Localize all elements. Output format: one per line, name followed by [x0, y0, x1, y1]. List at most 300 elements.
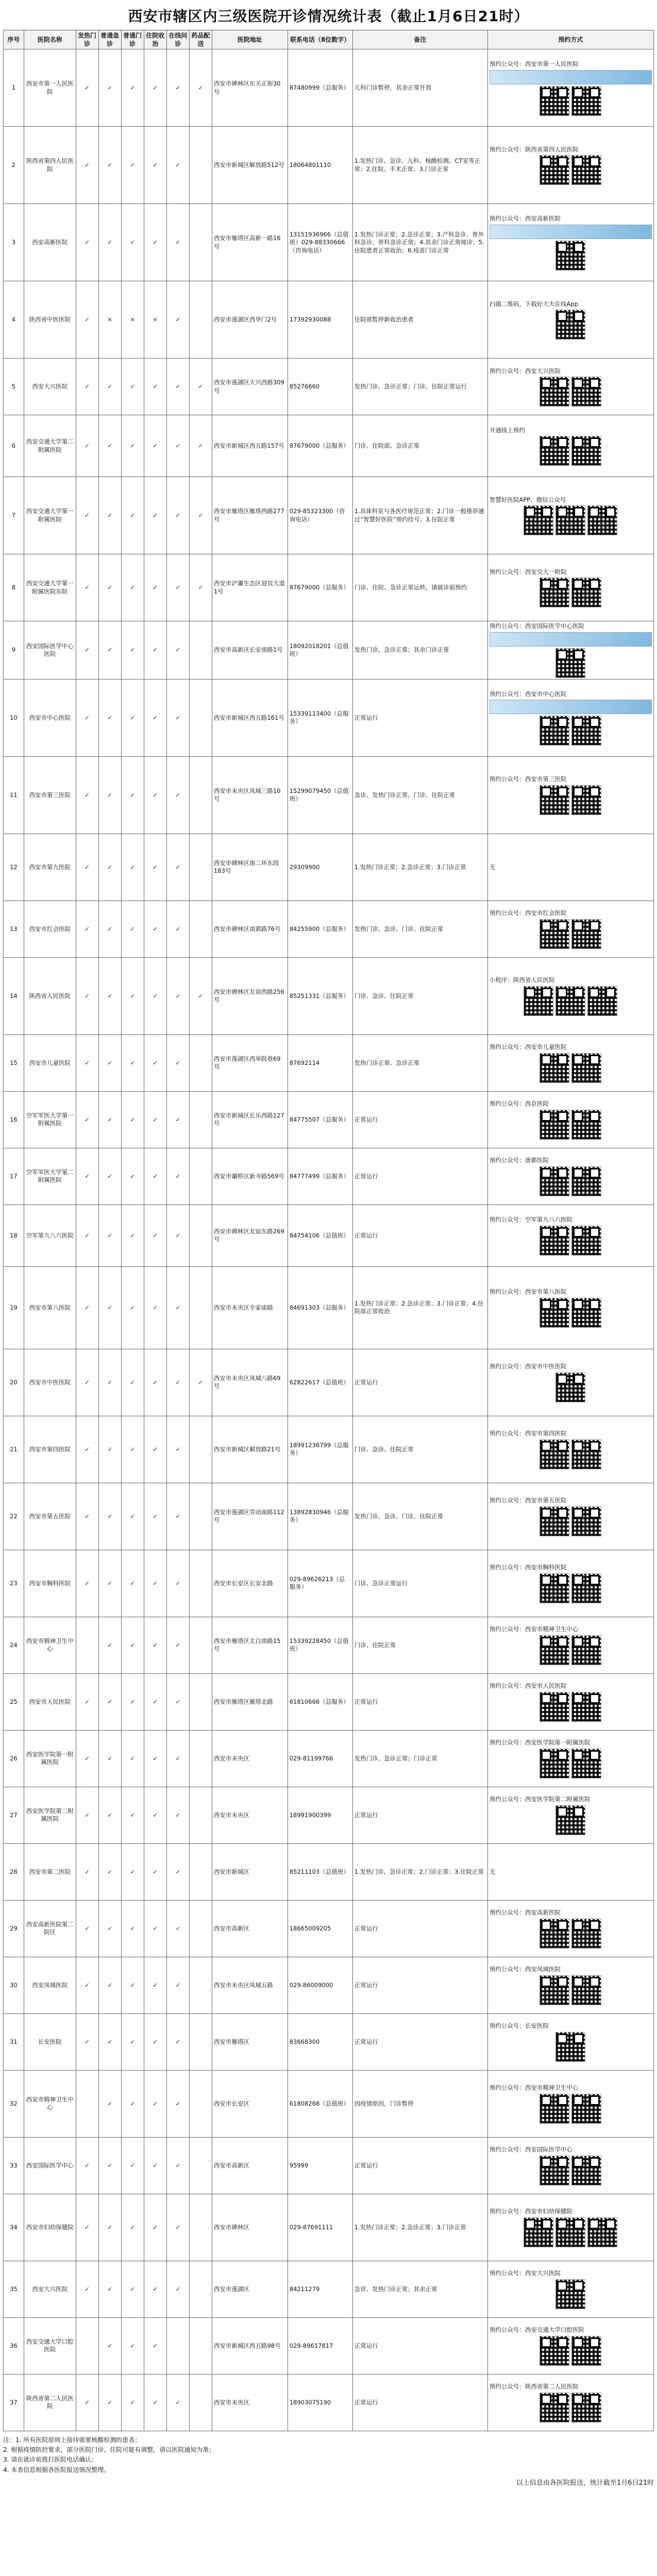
column-header: 在线问诊 [166, 30, 189, 49]
contact-phone: 18092018201（总值班） [288, 621, 352, 680]
status-mark: ✓ [144, 2013, 166, 2070]
qr-code-icon[interactable] [540, 716, 569, 745]
qr-code-icon[interactable] [555, 241, 585, 270]
contact-phone: 85211103（总值班） [288, 1843, 352, 1900]
remarks: 儿科门诊暂停，其余正常开放 [352, 49, 487, 127]
hospital-name: 西安凤城医院 [24, 1957, 76, 2013]
status-mark: ✓ [98, 359, 121, 415]
qr-code-icon[interactable] [571, 1573, 601, 1603]
qr-code-icon[interactable] [571, 716, 601, 745]
qr-code-icon[interactable] [540, 785, 569, 815]
status-mark: ✓ [144, 49, 166, 127]
hospital-address: 西安市雁塔区高新一路16号 [212, 204, 288, 281]
status-mark: ✓ [76, 957, 98, 1035]
status-mark: ✓ [76, 49, 98, 127]
hospital-name: 西安市妇幼保健院 [24, 2194, 76, 2261]
qr-code-icon[interactable] [571, 1635, 601, 1665]
qr-code-icon[interactable] [587, 986, 617, 1016]
promo-banner-image [490, 632, 652, 647]
hospital-name: 西安高新医院 [24, 204, 76, 281]
status-mark: ✓ [166, 1266, 189, 1349]
qr-code-group [490, 919, 652, 949]
qr-code-icon[interactable] [571, 578, 601, 607]
hospital-name: 陕西省人民医院 [24, 957, 76, 1035]
booking-text: 预约公众号：西安市红会医院 [489, 909, 567, 917]
column-header: 住院收治 [144, 30, 166, 49]
qr-code-icon[interactable] [540, 1053, 569, 1083]
status-mark: ✓ [76, 2261, 98, 2317]
qr-code-icon[interactable] [540, 2336, 569, 2366]
row-number: 6 [4, 415, 24, 477]
bottom-note: 以上信息由各医院报送，统计截至1月6日21时 [516, 2479, 654, 2487]
status-mark: ✓ [121, 1730, 144, 1787]
status-mark: ✓ [166, 1349, 189, 1416]
qr-code-icon[interactable] [540, 1749, 569, 1778]
hospital-address: 西安市碑林区东关正街30号 [212, 49, 288, 127]
qr-code-icon[interactable] [571, 1506, 601, 1536]
booking-method [487, 1483, 653, 1550]
hospital-name: 西安交通大学口腔医院 [24, 2317, 76, 2374]
booking-method [487, 127, 653, 204]
status-mark: ✓ [76, 679, 98, 756]
status-mark: ✓ [166, 1900, 189, 1957]
booking-text: 开通线上预约 [489, 426, 525, 434]
remarks: 发热门诊、急诊正常；门诊、住院正常运行 [352, 359, 487, 415]
qr-code-icon[interactable] [540, 86, 569, 116]
hospital-address: 西安市雁塔区太白南路15号 [212, 1617, 288, 1673]
status-mark: ✓ [166, 1843, 189, 1900]
row-number: 25 [4, 1673, 24, 1730]
qr-code-group [490, 2217, 652, 2247]
qr-code-icon[interactable] [555, 2032, 585, 2062]
contact-phone: 15339228450（总值班） [288, 1617, 352, 1673]
booking-method [487, 1035, 653, 1091]
hospital-address: 西安市灞桥区新寺路569号 [212, 1148, 288, 1205]
status-mark: ✓ [98, 204, 121, 281]
status-mark: ✓ [144, 2374, 166, 2431]
qr-code-icon[interactable] [571, 155, 601, 185]
contact-phone: 62822617（总值班） [288, 1349, 352, 1416]
status-mark: ✓ [98, 2374, 121, 2431]
status-mark: ✓ [189, 359, 212, 415]
hospital-address: 西安市新城区西五路161号 [212, 679, 288, 756]
status-mark: ✓ [76, 1673, 98, 1730]
status-mark [76, 2317, 98, 2374]
status-mark: ✓ [166, 2261, 189, 2317]
contact-phone: 84691303（总服务） [288, 1266, 352, 1349]
qr-code-group [490, 1053, 652, 1083]
qr-code-group [490, 2156, 652, 2185]
status-mark: ✓ [121, 415, 144, 477]
qr-code-icon[interactable] [571, 2156, 601, 2185]
qr-code-icon[interactable] [571, 2393, 601, 2422]
hospital-address: 西安市高新区 [212, 1900, 288, 1957]
remarks: 1.发热门诊、急诊正常；2.门诊正常；3.住院正常 [352, 1843, 487, 1900]
qr-code-icon[interactable] [540, 1166, 569, 1196]
status-mark [76, 1617, 98, 1673]
status-mark [189, 2261, 212, 2317]
qr-code-icon[interactable] [555, 1372, 585, 1402]
row-number: 15 [4, 1035, 24, 1091]
qr-code-icon[interactable] [524, 2217, 553, 2247]
contact-phone: 84775507（总服务） [288, 1091, 352, 1148]
booking-text: 预约公众号：西安凤城医院 [489, 1965, 561, 1973]
booking-method [487, 1205, 653, 1266]
status-mark: ✓ [98, 127, 121, 204]
contact-phone: 87692114 [288, 1035, 352, 1091]
row-number: 26 [4, 1730, 24, 1787]
table-row [4, 49, 654, 127]
row-number: 37 [4, 2374, 24, 2431]
status-mark: ✓ [166, 1673, 189, 1730]
contact-phone: 84255900（总服务） [288, 901, 352, 957]
booking-method [487, 2194, 653, 2261]
status-mark: ✓ [144, 359, 166, 415]
status-mark: ✓ [76, 1205, 98, 1266]
status-mark: ✓ [121, 1900, 144, 1957]
status-mark: ✓ [121, 554, 144, 621]
status-mark [189, 2137, 212, 2194]
qr-code-group [490, 505, 652, 535]
qr-code-icon[interactable] [571, 86, 601, 116]
status-mark [189, 1091, 212, 1148]
qr-code-icon[interactable] [540, 1298, 569, 1328]
qr-code-group [490, 2094, 652, 2124]
status-mark: ✓ [121, 2317, 144, 2374]
remarks: 发热门诊、急诊正常；其余门诊正常 [352, 621, 487, 680]
qr-code-icon[interactable] [555, 648, 585, 678]
booking-text: 预约公众号：西安市中心医院 [489, 690, 567, 698]
contact-phone: 29309900 [288, 834, 352, 901]
qr-code-group [490, 1166, 652, 1196]
hospital-address: 西安市莲湖区西举院巷69号 [212, 1035, 288, 1091]
qr-code-group [490, 2032, 652, 2062]
qr-code-icon[interactable] [571, 1975, 601, 2005]
qr-code-group [490, 1573, 652, 1603]
qr-code-group [490, 1439, 652, 1469]
table-row [4, 1843, 654, 1900]
page-title: 西安市辖区内三级医院开诊情况统计表（截止1月6日21时） [128, 8, 529, 25]
qr-code-icon[interactable] [587, 505, 617, 535]
row-number: 27 [4, 1787, 24, 1843]
booking-method [487, 2137, 653, 2194]
table-row [4, 621, 654, 680]
status-mark: ✓ [76, 1550, 98, 1617]
status-mark: ✓ [76, 1843, 98, 1900]
hospital-table [3, 30, 654, 2431]
booking-text: 预约公众号：西安市精神卫生中心 [489, 2084, 579, 2092]
table-row [4, 359, 654, 415]
status-mark: ✓ [98, 2070, 121, 2137]
hospital-name: 西安市人民医院 [24, 1673, 76, 1730]
qr-code-icon[interactable] [540, 1975, 569, 2005]
status-mark: ✓ [76, 834, 98, 901]
status-mark [189, 679, 212, 756]
qr-code-group [490, 1919, 652, 1948]
hospital-address: 西安市莲湖区劳动南路112号 [212, 1483, 288, 1550]
status-mark: ✓ [98, 1035, 121, 1091]
remarks: 发热门诊、急诊、门诊、住院正常 [352, 1483, 487, 1550]
status-mark: ✓ [76, 1787, 98, 1843]
status-mark: ✓ [189, 477, 212, 554]
status-mark: ✓ [144, 1035, 166, 1091]
qr-code-icon[interactable] [540, 1506, 569, 1536]
qr-code-icon[interactable] [571, 1166, 601, 1196]
column-header: 预约方式 [487, 30, 653, 49]
qr-code-icon[interactable] [571, 1053, 601, 1083]
status-mark: ✓ [166, 1957, 189, 2013]
status-mark: ✓ [98, 2317, 121, 2374]
row-number: 1 [4, 49, 24, 127]
hospital-address: 西安市碑林区友谊东路269号 [212, 1205, 288, 1266]
status-mark: ✓ [76, 204, 98, 281]
status-mark: ✓ [121, 2070, 144, 2137]
status-mark: ✓ [76, 359, 98, 415]
table-row [4, 554, 654, 621]
qr-code-icon[interactable] [540, 1692, 569, 1722]
remarks: 门诊、急诊正常运行 [352, 1550, 487, 1617]
qr-code-icon[interactable] [571, 919, 601, 949]
column-header: 药品配送 [189, 30, 212, 49]
status-mark: ✓ [189, 415, 212, 477]
status-mark: ✓ [144, 1673, 166, 1730]
status-mark: ✓ [76, 2013, 98, 2070]
hospital-address: 西安市未央区凤城八路69号 [212, 1349, 288, 1416]
booking-text: 预约公众号：西安市第四医院 [489, 1430, 567, 1437]
row-number: 22 [4, 1483, 24, 1550]
contact-phone: 85276660 [288, 359, 352, 415]
qr-code-icon[interactable] [571, 2336, 601, 2366]
qr-code-icon[interactable] [540, 1439, 569, 1469]
status-mark: ✓ [121, 1843, 144, 1900]
status-mark: ✓ [121, 2194, 144, 2261]
qr-code-icon[interactable] [571, 1110, 601, 1140]
status-mark: ✓ [121, 1091, 144, 1148]
booking-text: 预约公众号：西安医学院第二附属医院 [489, 1795, 591, 1803]
qr-code-icon[interactable] [571, 377, 601, 406]
qr-code-icon[interactable] [540, 377, 569, 406]
status-mark: ✓ [98, 554, 121, 621]
status-mark [189, 1900, 212, 1957]
status-mark: ✓ [76, 1148, 98, 1205]
table-row [4, 204, 654, 281]
contact-phone: 18991900399 [288, 1787, 352, 1843]
booking-method [487, 901, 653, 957]
remarks: 正常运行 [352, 2317, 487, 2374]
booking-text: 预约公众号：西安交大一附院 [489, 568, 567, 575]
status-mark: ✓ [121, 204, 144, 281]
remarks: 正常运行 [352, 2374, 487, 2431]
status-mark: ✓ [76, 1349, 98, 1416]
booking-text: 预约公众号：陕西省第二人民医院 [489, 2383, 579, 2391]
row-number: 34 [4, 2194, 24, 2261]
qr-code-icon[interactable] [571, 785, 601, 815]
remarks: 1.发热门诊正常；2.急诊正常；3.门诊正常 [352, 834, 487, 901]
promo-banner-image [490, 70, 652, 84]
qr-code-icon[interactable] [571, 1226, 601, 1256]
status-mark: ✓ [166, 1035, 189, 1091]
hospital-address: 西安市新城区西五路98号 [212, 2317, 288, 2374]
hospital-name: 西安国际医学中心医院 [24, 621, 76, 680]
hospital-name: 西安市第五医院 [24, 1483, 76, 1550]
status-mark [189, 834, 212, 901]
contact-phone: 87679000（总服务） [288, 554, 352, 621]
status-mark: ✓ [76, 756, 98, 834]
status-mark: ✓ [144, 1148, 166, 1205]
booking-method [487, 756, 653, 834]
status-mark: ✓ [98, 1148, 121, 1205]
qr-code-icon[interactable] [571, 2094, 601, 2124]
status-mark [189, 2374, 212, 2431]
row-number: 9 [4, 621, 24, 680]
row-number: 12 [4, 834, 24, 901]
row-number: 17 [4, 1148, 24, 1205]
status-mark: ✓ [166, 2013, 189, 2070]
row-number: 5 [4, 359, 24, 415]
status-mark [189, 1617, 212, 1673]
hospital-address: 西安市未央区辛家庙路 [212, 1266, 288, 1349]
qr-code-icon[interactable] [571, 1749, 601, 1778]
status-mark: ✓ [144, 834, 166, 901]
qr-code-icon[interactable] [524, 986, 553, 1016]
table-row [4, 415, 654, 477]
status-mark: ✓ [98, 49, 121, 127]
hospital-name: 西安交通大学第一附属医院东院 [24, 554, 76, 621]
qr-code-group [490, 310, 652, 340]
table-row [4, 281, 654, 359]
status-mark: ✓ [76, 127, 98, 204]
table-row [4, 1349, 654, 1416]
contact-phone: 15339113400（总服务） [288, 679, 352, 756]
contact-phone: 029-86009000 [288, 1957, 352, 2013]
hospital-address: 西安市新城区西五路157号 [212, 415, 288, 477]
qr-code-icon[interactable] [587, 2217, 617, 2247]
table-row [4, 1730, 654, 1787]
status-mark: ✓ [166, 1205, 189, 1266]
qr-code-icon[interactable] [555, 986, 585, 1016]
qr-code-icon[interactable] [540, 155, 569, 185]
qr-code-icon[interactable] [571, 1919, 601, 1948]
qr-code-group [490, 1372, 652, 1402]
status-mark: ✓ [98, 415, 121, 477]
qr-code-icon[interactable] [571, 1439, 601, 1469]
hospital-address: 西安市浐灞生态区迎宾大道1号 [212, 554, 288, 621]
qr-code-icon[interactable] [540, 436, 569, 466]
hospital-address: 西安市莲湖区 [212, 2261, 288, 2317]
row-number: 16 [4, 1091, 24, 1148]
contact-phone: 18064801110 [288, 127, 352, 204]
promo-banner-image [490, 225, 652, 239]
qr-code-icon[interactable] [555, 2279, 585, 2309]
table-row [4, 2261, 654, 2317]
status-mark: ✓ [144, 204, 166, 281]
booking-method [487, 1843, 653, 1900]
status-mark: ✓ [166, 2374, 189, 2431]
status-mark: ✓ [144, 679, 166, 756]
status-mark: ✓ [98, 1266, 121, 1349]
booking-text: 预约公众号：西安高新医院 [489, 1909, 561, 1917]
status-mark: ✓ [166, 2137, 189, 2194]
status-mark: ✓ [121, 1483, 144, 1550]
booking-method [487, 477, 653, 554]
status-mark: ✓ [166, 1483, 189, 1550]
qr-code-group [490, 1805, 652, 1835]
status-mark: ✓ [144, 1349, 166, 1416]
remarks: 正常运行 [352, 1673, 487, 1730]
booking-method [487, 359, 653, 415]
qr-code-icon[interactable] [571, 1298, 601, 1328]
status-mark: ✓ [76, 901, 98, 957]
qr-code-icon[interactable] [540, 1110, 569, 1140]
qr-code-icon[interactable] [540, 919, 569, 949]
table-row [4, 834, 654, 901]
contact-phone: 029-89617817 [288, 2317, 352, 2374]
table-row [4, 2137, 654, 2194]
status-mark: ✓ [121, 621, 144, 680]
status-mark: ✓ [144, 2070, 166, 2137]
booking-text: 预约公众号：西安市精神卫生中心 [489, 1625, 579, 1633]
booking-text: 预约公众号：西安市胸科医院 [489, 1564, 567, 1571]
status-mark: ✓ [121, 1349, 144, 1416]
status-mark: ✓ [121, 1550, 144, 1617]
status-mark: ✓ [98, 1205, 121, 1266]
qr-code-icon[interactable] [540, 1635, 569, 1665]
status-mark: ✓ [98, 834, 121, 901]
hospital-name: 西安交通大学第二附属医院 [24, 415, 76, 477]
hospital-address: 西安市新城区解放路21号 [212, 1416, 288, 1483]
qr-code-icon[interactable] [571, 436, 601, 466]
row-number: 32 [4, 2070, 24, 2137]
table-row [4, 1550, 654, 1617]
qr-code-icon[interactable] [540, 1573, 569, 1603]
status-mark: ✓ [144, 621, 166, 680]
row-number: 13 [4, 901, 24, 957]
qr-code-icon[interactable] [571, 1692, 601, 1722]
status-mark [189, 1416, 212, 1483]
booking-method [487, 834, 653, 901]
status-mark [189, 1673, 212, 1730]
booking-text: 预约公众号：西安市第八医院 [489, 1288, 567, 1296]
remarks: 门诊、住院部、急诊正常 [352, 415, 487, 477]
qr-code-icon[interactable] [540, 578, 569, 607]
hospital-name: 空军军医大学第一附属医院 [24, 1091, 76, 1148]
qr-code-icon[interactable] [540, 2393, 569, 2422]
remarks: 正常运行 [352, 1349, 487, 1416]
status-mark: ✓ [98, 1900, 121, 1957]
status-mark: ✓ [76, 477, 98, 554]
remarks: 正常运行 [352, 1900, 487, 1957]
qr-code-icon[interactable] [540, 1226, 569, 1256]
row-number: 28 [4, 1843, 24, 1900]
qr-code-icon[interactable] [555, 505, 585, 535]
column-header: 医院地址 [212, 30, 288, 49]
status-mark [189, 2070, 212, 2137]
qr-code-icon[interactable] [540, 2156, 569, 2185]
row-number: 24 [4, 1617, 24, 1673]
qr-code-icon[interactable] [555, 310, 585, 340]
qr-code-icon[interactable] [555, 2217, 585, 2247]
status-mark: ✓ [121, 901, 144, 957]
booking-method [487, 2261, 653, 2317]
qr-code-icon[interactable] [555, 1805, 585, 1835]
qr-code-group [490, 1749, 652, 1778]
remarks: 门诊、住院正常 [352, 1617, 487, 1673]
qr-code-icon[interactable] [540, 2094, 569, 2124]
status-mark: ✓ [76, 554, 98, 621]
qr-code-icon[interactable] [524, 505, 553, 535]
status-mark: ✓ [76, 1266, 98, 1349]
qr-code-icon[interactable] [540, 1919, 569, 1948]
